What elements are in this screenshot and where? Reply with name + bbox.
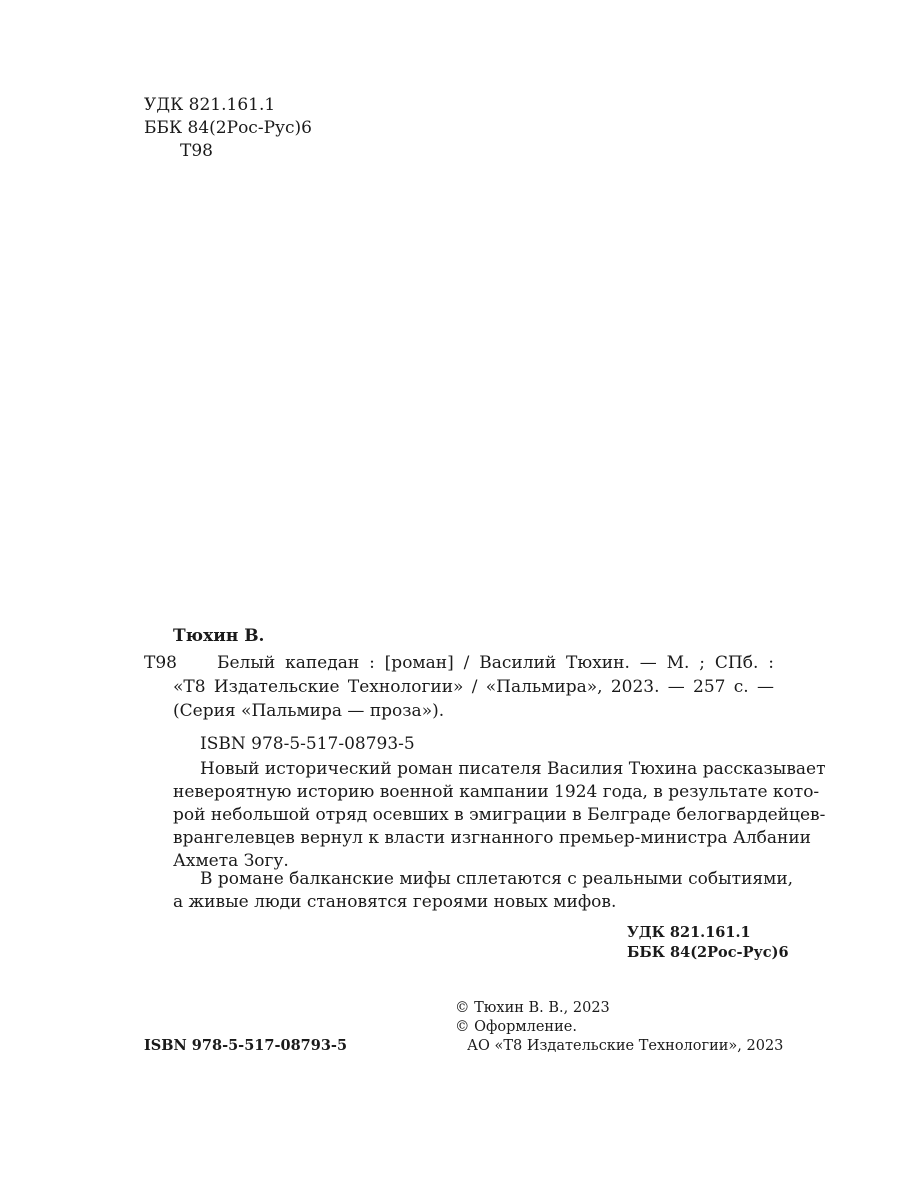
bib-line-1: Белый капедан : [роман] / Василий Тюхин. — М. ; СПб. : bbox=[217, 653, 774, 673]
bib-isbn: ISBN 978-5-517-08793-5 bbox=[200, 734, 415, 754]
annotation-line: невероятную историю военной кампании 1924 года, в результате кото- bbox=[173, 782, 820, 802]
annotation-line: а живые люди становятся героями новых мифов. bbox=[173, 892, 617, 912]
annotation-line: Новый исторический роман писателя Василия Тюхина рассказывает bbox=[200, 759, 826, 779]
header-author-mark: Т98 bbox=[180, 141, 213, 161]
annotation-line: рой небольшой отряд осевших в эмиграции в Белграде белогвардейцев- bbox=[173, 805, 826, 825]
annotation-line: В романе балканские мифы сплетаются с реальными событиями, bbox=[200, 869, 794, 889]
footer-isbn: ISBN 978-5-517-08793-5 bbox=[144, 1037, 348, 1054]
codes-bbk: ББК 84(2Рос-Рус)6 bbox=[627, 944, 789, 961]
annotation-line: врангелевцев вернул к власти изгнанного премьер-министра Албании bbox=[173, 828, 811, 848]
bib-author-mark: Т98 bbox=[144, 653, 177, 673]
bib-line-2: «Т8 Издательские Технологии» / «Пальмира», 2023. — 257 с. — bbox=[173, 677, 774, 697]
copyright-publisher: АО «Т8 Издательские Технологии», 2023 bbox=[467, 1038, 784, 1054]
header-udk: УДК 821.161.1 bbox=[144, 95, 276, 115]
bib-line-3: (Серия «Пальмира — проза»). bbox=[173, 701, 445, 721]
copyright-design: © Оформление. bbox=[455, 1019, 577, 1035]
author-heading: Тюхин В. bbox=[173, 626, 265, 646]
annotation-line: Ахмета Зогу. bbox=[173, 851, 289, 871]
copyright-author: © Тюхин В. В., 2023 bbox=[455, 1000, 610, 1016]
header-bbk: ББК 84(2Рос-Рус)6 bbox=[144, 118, 312, 138]
codes-udk: УДК 821.161.1 bbox=[627, 924, 751, 941]
